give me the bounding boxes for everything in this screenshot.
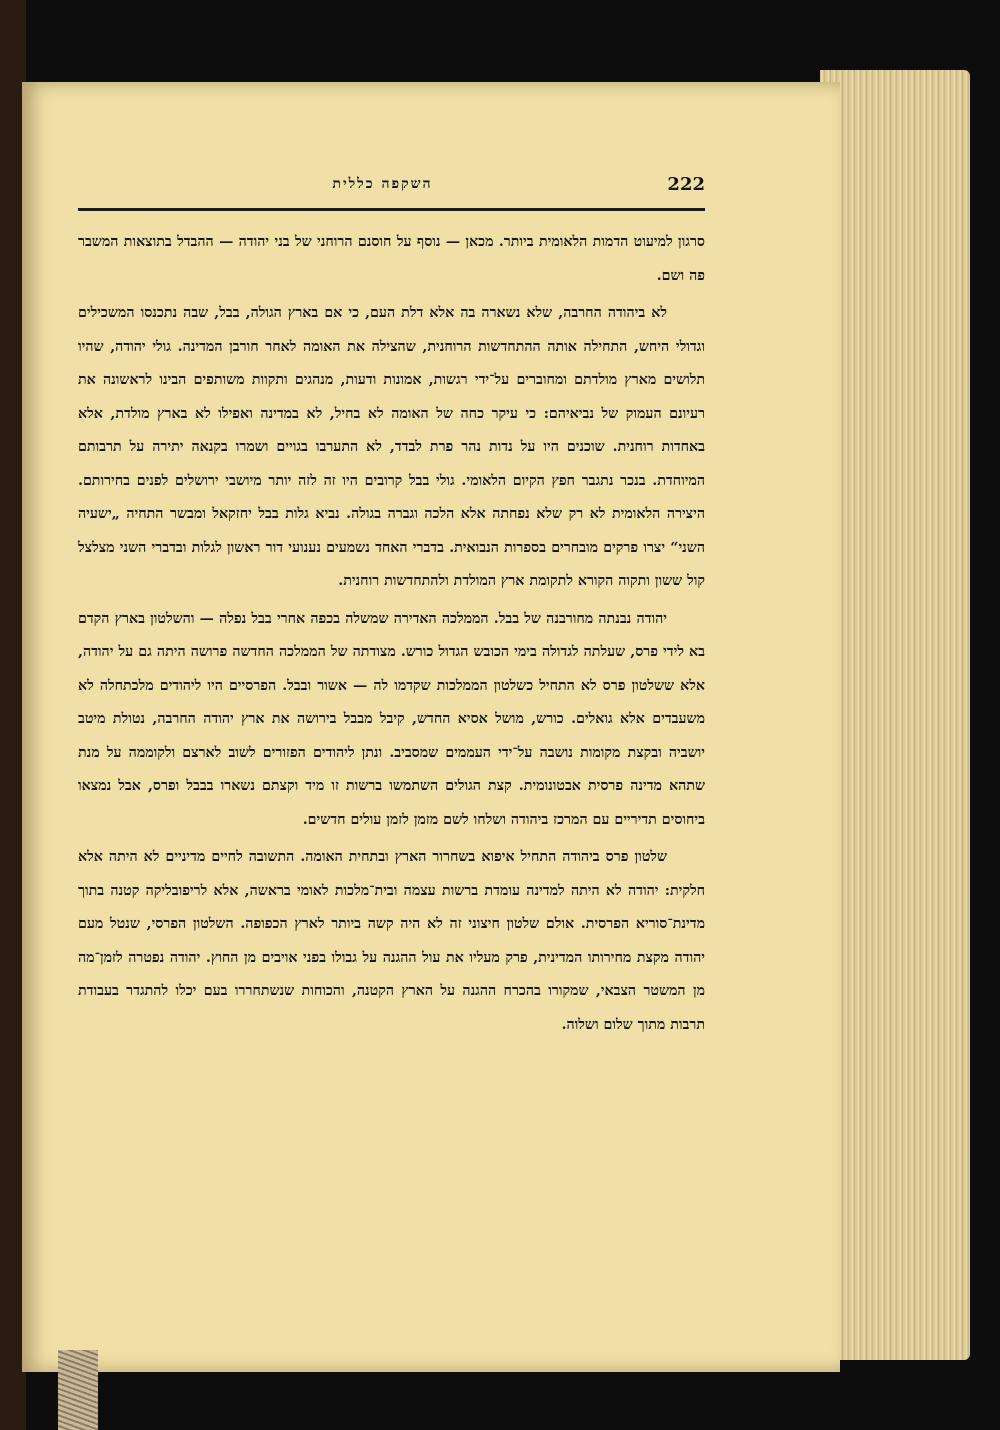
paragraph: סרגון למיעוט הדמות הלאומית ביותר. מכאן — נוסף על חוסנם הרוחני של בני יהודה — ההבדל בתוצאות המשבר פה ושם. (78, 234, 705, 284)
paragraph: לא ביהודה החרבה, שלא נשארה בה אלא דלת העם, כי אם בארץ הגולה, בבל, שבה נתכנסו המשכילים וגדולי היחש, התחילה אותה ההתחדשות הרוחנית, שהצילה את האומה לאחר חורבן המדינה. גולי יהודה, שהיו תלושים מארץ מולדתם ומחוברים על־ידי רגשות, אמונות ודעות, מנהגים ותקוות משותפים הבינו לראשונה את רעיונם העמוק של נביאיהם: כי עיקר כחה של האומה לא בחיל, לא במדינה ואפילו לא בארץ מולדת, אלא באחדות רוחנית. שוכנים היו על נדות נהר פרת לבדד, לא התערבו בגויים ושמרו בקנאה יתירה על תרבותם המיוחדת. בנכר נתגבר חפץ הקיום הלאומי. גולי בבל קרובים היו זה לזה יותר מיושבי ירושלים לפנים בחירותם. היצירה הלאומית לא רק שלא נפחתה אלא הלכה וגברה בגולה. נביא גלות בבל יחזקאל ומבשר התחיה „ישעיה השני“ יצרו פרקים מובחרים בספרות הנבואית. בדברי האחד נשמעים נענועי דור ראשון לגלות ובדברי השני מצלצל קול ששון ותקוה הקורא לתקומת ארץ המולדת ולהתחדשות רוחנית. (78, 305, 705, 589)
body-text (78, 226, 705, 1046)
paragraph: שלטון פרס ביהודה התחיל איפוא בשחרור הארץ ובתחית האומה. התשובה לחיים מדיניים לא היתה אלא חלקית: יהודה לא היתה למדינה עומדת ברשות עצמה ובית־מלכות לאומי בראשה, אלא לריפובליקה קטנה בתוך מדינת־סוריא הפרסית. אולם שלטון חיצוני זה לא היה קשה ביותר לארץ הכפופה. השלטון הפרסי, שנטל מעם יהודה מקצת מחירותו המדינית, פרק מעליו את עול ההגנה על גבולו בפני אויבים מן החוץ. יהודה נפטרה לזמן־מה מן המשטר הצבאי, שמקורו בהכרח ההגנה על הארץ הקטנה, והכוחות שנשתחררו בעם יכלו להתגדר בעבודת תרבות מתוך שלום ושלוה. (78, 849, 705, 1033)
bookmark-ribbon (58, 1350, 98, 1430)
running-title: השקפה כללית (332, 176, 433, 192)
page-edges (820, 70, 970, 1360)
page-number: 222 (667, 174, 705, 195)
page-header (60, 172, 705, 202)
paragraph: יהודה נבנתה מחורבנה של בבל. הממלכה האדירה שמשלה בכפה אחרי בבל נפלה — והשלטון בארץ הקדם בא לידי פרס, שעלתה לגדולה בימי הכובש הגדול כורש. מצודתה של הממלכה החדשה פרושה היתה גם על יהודה, אלא ששלטון פרס לא התחיל כשלטון הממלכות שקדמו לה — אשור ובבל. הפרסיים היו ליהודים מלכתחלה לא משעבדים אלא גואלים. כורש, מושל אסיא החדש, קיבל מבבל בירושה את ארץ יהודה החרבה, נטולת מיטב יושביה ובקצת מקומות נושבה על־ידי העממים שמסביב. ונתן ליהודים הפזורים לשוב לארצם ולקוממה על מנת שתהא מדינה פרסית אבטונומית. קצת הגולים השתמשו ברשות זו מיד וקצתם נשארו בבבל ופרס, אבל נמצאו ביחוסים תדיריים עם המרכז ביהודה ושלחו לשם מזמן לזמן עולים חדשים. (78, 610, 705, 828)
header-rule (78, 208, 705, 211)
